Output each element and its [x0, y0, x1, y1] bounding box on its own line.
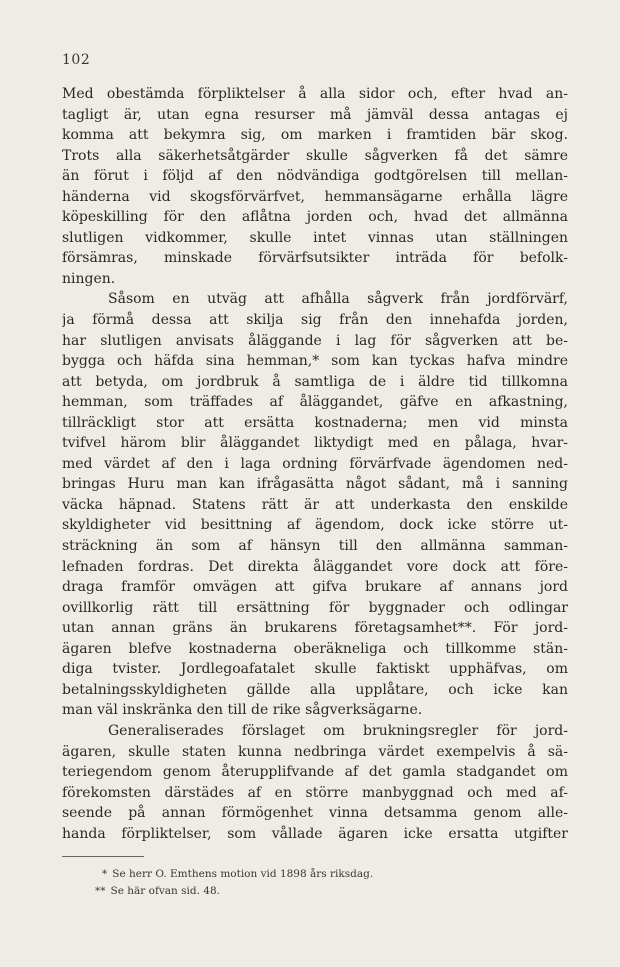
text-line: väcka häpnad. Statens rätt är att underkasta den enskilde — [62, 496, 568, 513]
text-line: köpeskilling för den aflåtna jorden och, hvad det allmänna — [62, 209, 568, 226]
footnote-divider — [62, 856, 144, 857]
text-line: betalningsskyldigheten gällde alla upplåtare, och icke kan — [62, 681, 568, 698]
text-line: komma att bekymra sig, om marken i framtiden bär skog. — [62, 127, 568, 144]
text-line: händerna vid skogsförvärfvet, hemmansägarne erhålla lägre — [62, 188, 568, 205]
text-line: Trots alla säkerhetsåtgärder skulle sågverken få det sämre — [62, 147, 568, 164]
text-line: att betyda, om jordbruk å samtliga de i äldre tid tillkomna — [62, 373, 568, 390]
footnote-text: Se herr O. Emthens motion vid 1898 års riksdag. — [112, 868, 374, 880]
text-line: ja förmå dessa att skilja sig från den innehafda jorden, — [62, 312, 568, 329]
body-text — [62, 84, 568, 844]
text-line: diga tvister. Jordlegoafatalet skulle faktiskt upphäfvas, om — [62, 661, 568, 678]
text-line: lefnaden fordras. Det direkta åläggandet vore dock att före- — [62, 558, 568, 575]
text-line: handa förpliktelser, som vållade ägaren icke ersatta utgifter — [62, 825, 568, 842]
text-line: tvifvel härom blir åläggandet liktydigt med en pålaga, hvar- — [62, 435, 568, 452]
text-line: sträckning än som af hänsyn till den allmänna samman- — [62, 538, 568, 555]
text-line: Såsom en utväg att afhålla sågverk från jordförvärf, — [108, 291, 568, 308]
text-line: med värdet af den i laga ordning förvärfvade ägendomen ned- — [62, 455, 568, 472]
footnote-mark: * — [102, 868, 108, 880]
text-line: man väl inskränka den till de rike sågverksägarne. — [62, 702, 423, 719]
text-line: tillräckligt stor att ersätta kostnaderna; men vid minsta — [62, 414, 568, 431]
footnote — [62, 866, 568, 883]
text-line: draga framför omvägen att gifva brukare af annans jord — [62, 579, 568, 596]
footnotes — [62, 866, 568, 900]
text-line: bygga och häfda sina hemman,* som kan tyckas hafva mindre — [62, 353, 568, 370]
text-line: försämras, minskade förvärfsutsikter inträda för befolk- — [62, 250, 568, 267]
text-line: slutligen vidkommer, skulle intet vinnas utan ställningen — [62, 229, 568, 246]
text-line: Med obestämda förpliktelser å alla sidor och, efter hvad an- — [62, 86, 568, 102]
text-line: skyldigheter vid besittning af ägendom, dock icke större ut- — [62, 517, 568, 534]
text-line: tagligt är, utan egna resurser må jämväl dessa antagas ej — [62, 106, 568, 123]
footnote-mark: ** — [95, 885, 106, 897]
footnote-text: Se här ofvan sid. 48. — [110, 885, 220, 897]
text-line: ovillkorlig rätt till ersättning för byggnader och odlingar — [62, 599, 568, 616]
footnote — [62, 883, 568, 900]
text-line: seende på annan förmögenhet vinna detsamma genom alle- — [62, 805, 568, 822]
page-number: 102 — [62, 52, 91, 68]
text-line: utan annan gräns än brukarens företagsamhet**. För jord- — [62, 620, 568, 637]
text-line: har slutligen anvisats åläggande i lag för sågverken att be- — [62, 332, 568, 349]
text-line: teriegendom genom återupplifvande af det gamla stadgandet om — [62, 764, 568, 781]
text-line: Generaliserades förslaget om brukningsregler för jord- — [108, 722, 568, 739]
text-line: ägaren, skulle staten kunna nedbringa värdet exempelvis å sä- — [62, 743, 568, 760]
text-line: än förut i följd af den nödvändiga godtgörelsen till mellan- — [62, 168, 568, 185]
text-line: hemman, som träffades af åläggandet, gäfve en afkastning, — [62, 394, 568, 411]
text-line: ägaren blefve kostnaderna oberäkneliga och tillkomme stän- — [62, 640, 568, 657]
text-line: bringas Huru man kan ifrågasätta något sådant, må i sanning — [62, 476, 568, 493]
text-line: förekomsten därstädes af en större manbyggnad och med af- — [62, 784, 568, 801]
text-line: ningen. — [62, 270, 116, 287]
